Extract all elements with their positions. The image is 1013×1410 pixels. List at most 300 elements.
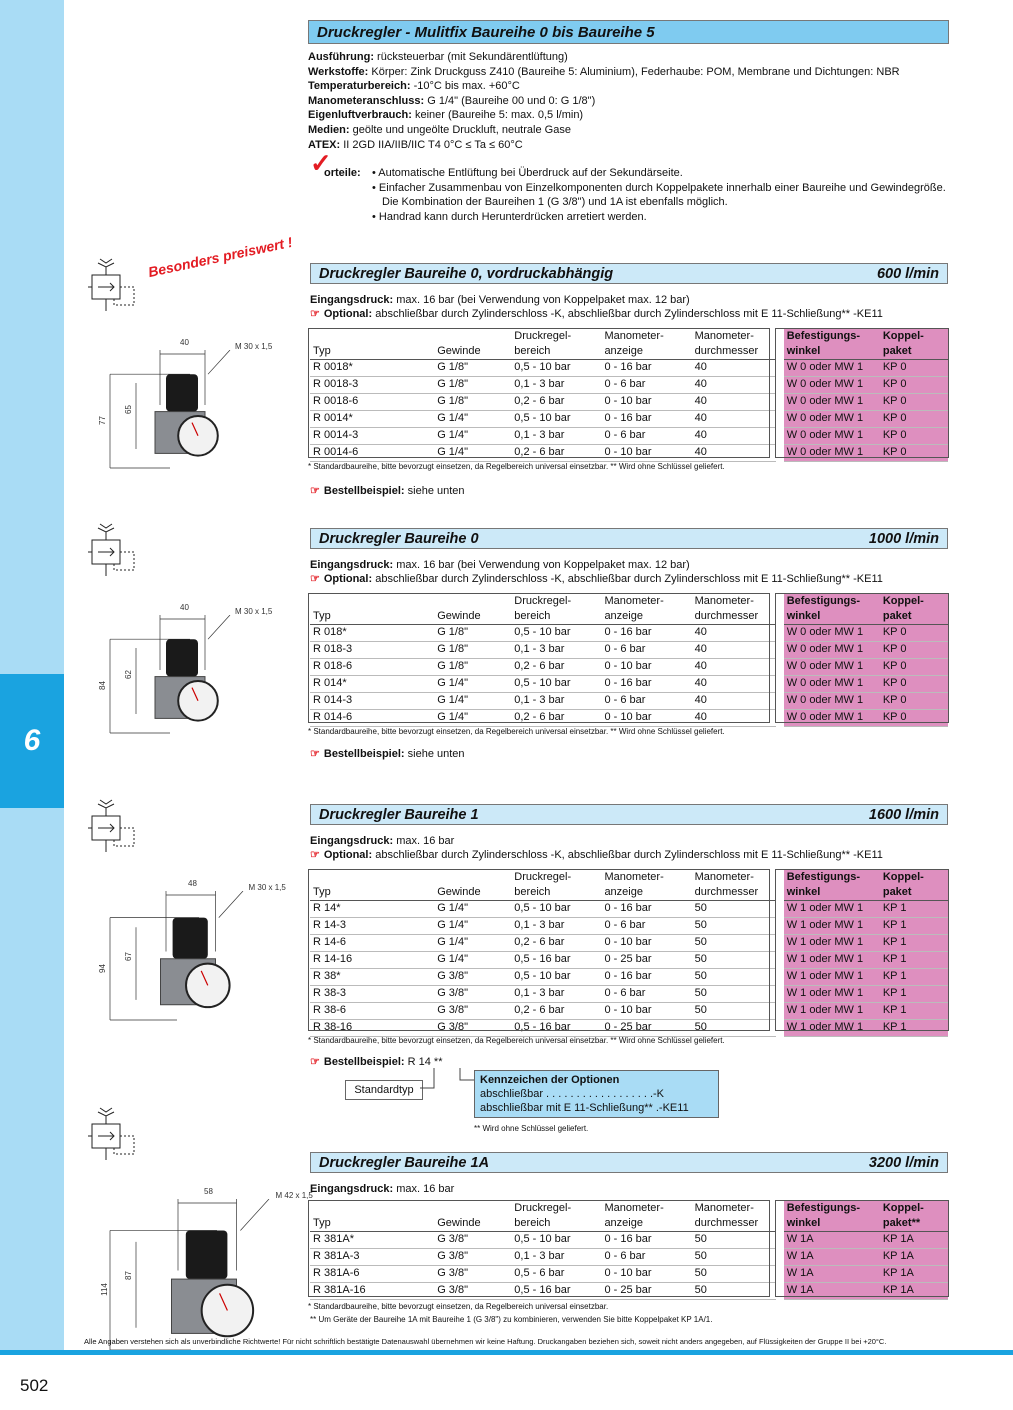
pneumatic-symbol: [84, 255, 144, 320]
col-durchmesser-1: Manometer-: [694, 330, 754, 342]
cell-gewinde: G 3/8": [434, 969, 511, 986]
col-befestigung-2: winkel: [786, 886, 821, 898]
cell-befestigungswinkel: W 1 oder MW 1: [784, 901, 880, 918]
col-druckregel-2: bereich: [514, 886, 551, 898]
bottom-rule: [0, 1350, 1013, 1355]
cell-druckregelbereich: 0,5 - 10 bar: [511, 1232, 601, 1249]
cell-typ: R 14-16: [310, 952, 434, 969]
pointing-hand-icon: ☞: [310, 573, 320, 585]
options-title: Kennzeichen der Optionen: [480, 1074, 620, 1086]
col-anzeige-1: Manometer-: [604, 1202, 664, 1214]
cell-manometerdurchmesser: 50: [692, 986, 776, 1003]
table-left-frame: [308, 328, 770, 458]
spec-row: [308, 79, 948, 94]
col-druckregel-2: bereich: [514, 1217, 551, 1229]
cell-druckregelbereich: 0,1 - 3 bar: [511, 986, 601, 1003]
cell-manometerdurchmesser: 50: [692, 901, 776, 918]
pneumatic-symbol: [84, 520, 144, 585]
promo-stamp: Besonders preiswert !: [146, 233, 294, 280]
cell-manometerdurchmesser: 50: [692, 952, 776, 969]
section-title-bar: [310, 1152, 948, 1173]
cell-druckregelbereich: 0,5 - 16 bar: [511, 1283, 601, 1300]
cell-befestigungswinkel: W 1A: [784, 1266, 880, 1283]
optional-value: abschließbar durch Zylinderschloss -K, abschließbar durch Zylinderschloss mit E 11-Schließung** -KE11: [375, 308, 883, 320]
cell-manometeranzeige: 0 - 25 bar: [601, 1283, 691, 1300]
cell-typ: R 381A-16: [310, 1283, 434, 1300]
cell-koppelpaket: KP 0: [880, 445, 948, 462]
product-drawing: [97, 350, 290, 483]
col-koppel-2: paket: [882, 610, 912, 622]
cell-manometerdurchmesser: 50: [692, 918, 776, 935]
cell-manometeranzeige: 0 - 16 bar: [601, 901, 691, 918]
optional-line: [310, 307, 883, 321]
dim-height-body: 67: [123, 951, 133, 961]
options-note: ** Wird ohne Schlüssel geliefert.: [474, 1124, 589, 1133]
dim-thread: M 42 x 1,5: [275, 1191, 313, 1200]
cell-gewinde: G 3/8": [434, 1283, 511, 1300]
cell-koppelpaket: KP 0: [880, 411, 948, 428]
section-title-bar: [310, 528, 948, 549]
cell-koppelpaket: KP 1A: [880, 1283, 948, 1300]
eingang-value: max. 16 bar (bei Verwendung von Koppelpaket max. 12 bar): [396, 294, 690, 306]
pressure-regulator-image: [97, 350, 290, 480]
cell-gewinde: G 1/8": [434, 625, 511, 642]
cell-befestigungswinkel: W 1A: [784, 1232, 880, 1249]
main-title: Druckregler - Mulitfix Baureihe 0 bis Baureihe 5: [317, 23, 655, 41]
cell-befestigungswinkel: W 0 oder MW 1: [784, 394, 880, 411]
col-typ: Typ: [310, 594, 434, 625]
cell-koppelpaket: KP 1: [880, 1003, 948, 1020]
cell-typ: R 0018*: [310, 360, 434, 377]
cell-manometerdurchmesser: 50: [692, 1020, 776, 1037]
eingang-label: Eingangsdruck:: [310, 294, 394, 306]
eingang-value: max. 16 bar: [396, 835, 455, 847]
cell-gewinde: G 1/8": [434, 360, 511, 377]
spec-value: -10°C bis max. +60°C: [413, 80, 520, 93]
table-footnote-2: ** Um Geräte der Baureihe 1A mit Baureihe 1 (G 3/8") zu kombinieren, verwenden Sie bitte Koppelpaket KP 1A/1.: [310, 1315, 713, 1324]
cell-befestigungswinkel: W 1 oder MW 1: [784, 952, 880, 969]
bestellbeispiel-label: Bestellbeispiel:: [323, 748, 405, 760]
cell-gewinde: G 3/8": [434, 1249, 511, 1266]
spec-row: [308, 65, 948, 80]
cell-druckregelbereich: 0,5 - 10 bar: [511, 901, 601, 918]
product-drawing: [97, 891, 300, 1035]
dim-height-body: 65: [123, 405, 133, 414]
col-anzeige-2: anzeige: [604, 345, 643, 357]
cell-typ: R 14-6: [310, 935, 434, 952]
dim-height-body: 62: [123, 670, 133, 679]
cell-druckregelbereich: 0,1 - 3 bar: [511, 642, 601, 659]
spec-label: Temperaturbereich:: [308, 80, 411, 93]
cell-gewinde: G 1/4": [434, 918, 511, 935]
cell-gewinde: G 3/8": [434, 986, 511, 1003]
cell-koppelpaket: KP 1A: [880, 1266, 948, 1283]
cell-manometerdurchmesser: 50: [692, 1266, 776, 1283]
optional-value: abschließbar durch Zylinderschloss -K, abschließbar durch Zylinderschloss mit E 11-Schließung** -KE11: [375, 573, 883, 585]
table-right-frame: [775, 593, 949, 723]
spec-label: Werkstoffe:: [308, 65, 369, 78]
cell-manometeranzeige: 0 - 6 bar: [601, 642, 691, 659]
cell-druckregelbereich: 0,5 - 6 bar: [511, 1266, 601, 1283]
col-druckregel-1: Druckregel-: [514, 871, 572, 883]
bestellbeispiel-label: Bestellbeispiel:: [323, 1056, 405, 1068]
flow-rate: 1600 l/min: [868, 806, 939, 823]
cell-befestigungswinkel: W 1 oder MW 1: [784, 1003, 880, 1020]
cell-gewinde: G 1/4": [434, 901, 511, 918]
col-gewinde: Gewinde: [434, 594, 511, 625]
flow-rate: 600 l/min: [876, 265, 939, 282]
cell-druckregelbereich: 0,1 - 3 bar: [511, 918, 601, 935]
cell-koppelpaket: KP 1: [880, 969, 948, 986]
cell-koppelpaket: KP 1: [880, 918, 948, 935]
cell-koppelpaket: KP 1: [880, 986, 948, 1003]
cell-typ: R 38*: [310, 969, 434, 986]
spec-value: G 1/4" (Baureihe 00 und 0: G 1/8"): [427, 94, 596, 107]
cell-typ: R 38-6: [310, 1003, 434, 1020]
spec-value: geölte und ungeölte Druckluft, neutrale Gase: [352, 123, 571, 136]
cell-koppelpaket: KP 0: [880, 625, 948, 642]
cell-druckregelbereich: 0,2 - 6 bar: [511, 394, 601, 411]
col-druckregel-1: Druckregel-: [514, 330, 572, 342]
dim-thread: M 30 x 1,5: [235, 342, 273, 351]
cell-typ: R 014-3: [310, 693, 434, 710]
cell-druckregelbereich: 0,5 - 10 bar: [511, 411, 601, 428]
col-befestigung-2: winkel: [786, 1217, 821, 1229]
cell-gewinde: G 1/4": [434, 411, 511, 428]
flow-rate: 1000 l/min: [868, 530, 939, 547]
pointing-hand-icon: ☞: [310, 485, 320, 497]
bestellbeispiel-line: [310, 747, 465, 761]
dim-thread: M 30 x 1,5: [235, 607, 273, 616]
cell-druckregelbereich: 0,1 - 3 bar: [511, 1249, 601, 1266]
eingang-label: Eingangsdruck:: [310, 559, 394, 571]
cell-befestigungswinkel: W 1 oder MW 1: [784, 935, 880, 952]
eingangsdruck-line: [310, 558, 690, 572]
col-durchmesser-2: durchmesser: [694, 610, 759, 622]
cell-koppelpaket: KP 0: [880, 659, 948, 676]
spec-row: [308, 94, 948, 109]
cell-manometerdurchmesser: 50: [692, 1249, 776, 1266]
cell-koppelpaket: KP 1: [880, 901, 948, 918]
regulator-symbol-icon: [84, 255, 144, 317]
col-gewinde: Gewinde: [434, 870, 511, 901]
cell-koppelpaket: KP 0: [880, 710, 948, 727]
cell-druckregelbereich: 0,5 - 10 bar: [511, 676, 601, 693]
cell-gewinde: G 1/4": [434, 676, 511, 693]
spec-label: Medien:: [308, 123, 350, 136]
regulator-symbol-icon: [84, 1104, 144, 1166]
dim-height-total: 114: [99, 1282, 109, 1296]
col-druckregel-2: bereich: [514, 345, 551, 357]
cell-koppelpaket: KP 0: [880, 428, 948, 445]
cell-manometeranzeige: 0 - 25 bar: [601, 952, 691, 969]
cell-befestigungswinkel: W 0 oder MW 1: [784, 625, 880, 642]
cell-manometerdurchmesser: 40: [692, 659, 776, 676]
col-anzeige-1: Manometer-: [604, 330, 664, 342]
cell-befestigungswinkel: W 0 oder MW 1: [784, 428, 880, 445]
cell-typ: R 0018-3: [310, 377, 434, 394]
col-druckregel-2: bereich: [514, 610, 551, 622]
cell-typ: R 014*: [310, 676, 434, 693]
cell-manometerdurchmesser: 40: [692, 625, 776, 642]
eingang-value: max. 16 bar: [396, 1183, 455, 1195]
col-durchmesser-1: Manometer-: [694, 595, 754, 607]
spec-intro: [308, 50, 948, 152]
cell-manometerdurchmesser: 40: [692, 360, 776, 377]
cell-manometerdurchmesser: 40: [692, 710, 776, 727]
cell-gewinde: G 1/8": [434, 642, 511, 659]
cell-manometeranzeige: 0 - 10 bar: [601, 659, 691, 676]
cell-gewinde: G 1/4": [434, 952, 511, 969]
cell-gewinde: G 1/4": [434, 693, 511, 710]
optional-label: Optional:: [323, 573, 373, 585]
cell-manometerdurchmesser: 50: [692, 935, 776, 952]
cell-typ: R 38-3: [310, 986, 434, 1003]
advantage-item: • Automatische Entlüftung bei Überdruck auf der Sekundärseite.: [372, 167, 683, 179]
col-befestigung-1: Befestigungs-: [786, 871, 861, 883]
chapter-tab: [0, 674, 64, 808]
cell-manometeranzeige: 0 - 16 bar: [601, 360, 691, 377]
optional-label: Optional:: [323, 849, 373, 861]
dim-height-total: 77: [97, 416, 107, 425]
cell-befestigungswinkel: W 0 oder MW 1: [784, 445, 880, 462]
col-koppel-2: paket: [882, 345, 912, 357]
cell-koppelpaket: KP 1: [880, 1020, 948, 1037]
option-ke11: abschließbar mit E 11-Schließung** .-KE11: [480, 1102, 689, 1114]
cell-gewinde: G 1/8": [434, 659, 511, 676]
spec-label: Eigenluftverbrauch:: [308, 109, 412, 122]
cell-befestigungswinkel: W 0 oder MW 1: [784, 693, 880, 710]
cell-befestigungswinkel: W 0 oder MW 1: [784, 659, 880, 676]
cell-koppelpaket: KP 1A: [880, 1232, 948, 1249]
col-gewinde: Gewinde: [434, 329, 511, 360]
dim-width: 48: [188, 879, 197, 888]
cell-manometeranzeige: 0 - 6 bar: [601, 377, 691, 394]
spec-row: [308, 123, 948, 138]
cell-befestigungswinkel: W 0 oder MW 1: [784, 411, 880, 428]
spec-label: Ausführung:: [308, 51, 374, 63]
col-befestigung-2: winkel: [786, 610, 821, 622]
table-left-frame: [308, 1200, 770, 1297]
cell-typ: R 018*: [310, 625, 434, 642]
col-koppel-2: paket: [882, 886, 912, 898]
cell-manometeranzeige: 0 - 10 bar: [601, 935, 691, 952]
col-befestigung-2: winkel: [786, 345, 821, 357]
dim-width: 58: [204, 1187, 213, 1196]
cell-manometerdurchmesser: 40: [692, 411, 776, 428]
dim-height-body: 87: [123, 1270, 133, 1280]
cell-gewinde: G 3/8": [434, 1266, 511, 1283]
cell-befestigungswinkel: W 0 oder MW 1: [784, 710, 880, 727]
cell-gewinde: G 1/8": [434, 377, 511, 394]
spec-row: [308, 50, 948, 65]
table-right-frame: [775, 328, 949, 458]
cell-manometerdurchmesser: 40: [692, 394, 776, 411]
cell-koppelpaket: KP 0: [880, 377, 948, 394]
cell-manometeranzeige: 0 - 6 bar: [601, 1249, 691, 1266]
col-koppel-1: Koppel-: [882, 1202, 924, 1214]
cell-typ: R 381A-6: [310, 1266, 434, 1283]
cell-manometerdurchmesser: 50: [692, 1283, 776, 1300]
cell-druckregelbereich: 0,2 - 6 bar: [511, 445, 601, 462]
col-befestigung-1: Befestigungs-: [786, 330, 861, 342]
col-befestigung-1: Befestigungs-: [786, 595, 861, 607]
cell-typ: R 0018-6: [310, 394, 434, 411]
eingangsdruck-line: [310, 293, 690, 307]
cell-manometeranzeige: 0 - 25 bar: [601, 1020, 691, 1037]
pointing-hand-icon: ☞: [310, 308, 320, 320]
cell-koppelpaket: KP 1A: [880, 1249, 948, 1266]
advantages-list: [372, 166, 948, 224]
pneumatic-symbol: [84, 1104, 144, 1169]
cell-druckregelbereich: 0,5 - 10 bar: [511, 360, 601, 377]
cell-typ: R 0014-6: [310, 445, 434, 462]
options-box: [474, 1070, 719, 1118]
col-durchmesser-2: durchmesser: [694, 345, 759, 357]
optional-line: [310, 848, 883, 862]
pointing-hand-icon: ☞: [310, 1056, 320, 1068]
cell-befestigungswinkel: W 0 oder MW 1: [784, 377, 880, 394]
flow-rate: 3200 l/min: [868, 1154, 939, 1171]
cell-manometeranzeige: 0 - 10 bar: [601, 445, 691, 462]
spec-row: [308, 138, 948, 153]
cell-manometeranzeige: 0 - 6 bar: [601, 986, 691, 1003]
col-druckregel-1: Druckregel-: [514, 1202, 572, 1214]
bestell-connector-lines: [420, 1060, 480, 1096]
section-title: Druckregler Baureihe 0, vordruckabhängig: [319, 265, 614, 282]
cell-gewinde: G 3/8": [434, 1232, 511, 1249]
cell-manometeranzeige: 0 - 6 bar: [601, 918, 691, 935]
cell-koppelpaket: KP 0: [880, 394, 948, 411]
pressure-regulator-image: [97, 615, 290, 745]
pneumatic-symbol: [84, 796, 144, 861]
advantage-item: • Einfacher Zusammenbau von Einzelkomponenten durch Koppelpakete innerhalb einer Baureihe und Gewindegröße. Die Kombination der Baureihen 1 (G 3/8") und 1A ist ebenfalls möglich.: [372, 181, 946, 209]
cell-befestigungswinkel: W 1 oder MW 1: [784, 986, 880, 1003]
eingang-label: Eingangsdruck:: [310, 835, 394, 847]
cell-manometerdurchmesser: 40: [692, 676, 776, 693]
pressure-regulator-image: [97, 891, 300, 1032]
cell-typ: R 14-3: [310, 918, 434, 935]
cell-druckregelbereich: 0,2 - 6 bar: [511, 710, 601, 727]
cell-typ: R 381A-3: [310, 1249, 434, 1266]
col-anzeige-2: anzeige: [604, 1217, 643, 1229]
cell-typ: R 14*: [310, 901, 434, 918]
cell-typ: R 018-3: [310, 642, 434, 659]
bestellbeispiel-value: siehe unten: [407, 485, 465, 497]
cell-druckregelbereich: 0,5 - 10 bar: [511, 625, 601, 642]
table-footnote: * Standardbaureihe, bitte bevorzugt einsetzen, da Regelbereich universal einsetzbar. ** Wird ohne Schlüssel geliefert.: [308, 727, 725, 736]
cell-befestigungswinkel: W 0 oder MW 1: [784, 676, 880, 693]
cell-manometerdurchmesser: 50: [692, 969, 776, 986]
spec-value: Körper: Zink Druckguss Z410 (Baureihe 5: Aluminium), Federhaube: POM, Membrane und Dichtungen: NBR: [371, 65, 900, 78]
cell-koppelpaket: KP 1: [880, 935, 948, 952]
spec-value: II 2GD IIA/IIB/IIC T4 0°C ≤ Ta ≤ 60°C: [343, 138, 523, 151]
cell-manometerdurchmesser: 50: [692, 1003, 776, 1020]
cell-koppelpaket: KP 0: [880, 360, 948, 377]
chapter-number: 6: [23, 724, 41, 757]
cell-befestigungswinkel: W 1 oder MW 1: [784, 1020, 880, 1037]
eingang-value: max. 16 bar (bei Verwendung von Koppelpaket max. 12 bar): [396, 559, 690, 571]
cell-druckregelbereich: 0,5 - 16 bar: [511, 952, 601, 969]
cell-manometeranzeige: 0 - 10 bar: [601, 710, 691, 727]
cell-gewinde: G 1/4": [434, 428, 511, 445]
section-title: Druckregler Baureihe 1A: [319, 1154, 490, 1171]
cell-druckregelbereich: 0,2 - 6 bar: [511, 1003, 601, 1020]
cell-befestigungswinkel: W 1A: [784, 1249, 880, 1266]
cell-gewinde: G 3/8": [434, 1003, 511, 1020]
cell-manometerdurchmesser: 40: [692, 377, 776, 394]
table-right-frame: [775, 869, 949, 1031]
product-drawing: [97, 615, 290, 748]
checkmark-icon: ✓: [310, 148, 332, 178]
cell-gewinde: G 1/4": [434, 935, 511, 952]
col-koppel-1: Koppel-: [882, 871, 924, 883]
col-typ: Typ: [310, 870, 434, 901]
cell-typ: R 38-16: [310, 1020, 434, 1037]
cell-manometerdurchmesser: 40: [692, 693, 776, 710]
cell-druckregelbereich: 0,5 - 10 bar: [511, 969, 601, 986]
table-left-frame: [308, 869, 770, 1031]
cell-koppelpaket: KP 0: [880, 642, 948, 659]
cell-manometeranzeige: 0 - 16 bar: [601, 625, 691, 642]
pointing-hand-icon: ☞: [310, 748, 320, 760]
col-durchmesser-2: durchmesser: [694, 886, 759, 898]
cell-manometeranzeige: 0 - 10 bar: [601, 394, 691, 411]
table-right-frame: [775, 1200, 949, 1297]
cell-koppelpaket: KP 1: [880, 952, 948, 969]
col-typ: Typ: [310, 1201, 434, 1232]
table-footnote: * Standardbaureihe, bitte bevorzugt einsetzen, da Regelbereich universal einsetzbar. ** Wird ohne Schlüssel geliefert.: [308, 462, 725, 471]
cell-gewinde: G 1/4": [434, 710, 511, 727]
regulator-symbol-icon: [84, 796, 144, 858]
col-anzeige-1: Manometer-: [604, 871, 664, 883]
cell-typ: R 0014*: [310, 411, 434, 428]
option-k: abschließbar . . . . . . . . . . . . . . . . . .-K: [480, 1088, 664, 1100]
optional-line: [310, 572, 883, 586]
main-title-bar: [308, 20, 949, 44]
col-anzeige-2: anzeige: [604, 886, 643, 898]
cell-druckregelbereich: 0,5 - 16 bar: [511, 1020, 601, 1037]
cell-manometerdurchmesser: 40: [692, 642, 776, 659]
advantages-label: orteile:: [324, 167, 361, 179]
cell-gewinde: G 1/4": [434, 445, 511, 462]
col-anzeige-2: anzeige: [604, 610, 643, 622]
section-title-bar: [310, 263, 948, 284]
footer-disclaimer: Alle Angaben verstehen sich als unverbindliche Richtwerte! Für nicht schriftlich bestätigte Datenauswahl übernehmen wir keine Haftung. Druckangaben beziehen sich, soweit nicht anders angegeben, auf Flüssigkeiten der Gruppe II bei +20°C.: [84, 1337, 887, 1346]
cell-manometeranzeige: 0 - 6 bar: [601, 693, 691, 710]
dim-width: 40: [180, 338, 189, 347]
col-druckregel-1: Druckregel-: [514, 595, 572, 607]
cell-manometerdurchmesser: 40: [692, 428, 776, 445]
table-footnote: * Standardbaureihe, bitte bevorzugt einsetzen, da Regelbereich universal einsetzbar. ** Wird ohne Schlüssel geliefert.: [308, 1036, 725, 1045]
section-title-bar: [310, 804, 948, 825]
section-title: Druckregler Baureihe 1: [319, 806, 479, 823]
bestellbeispiel-label: Bestellbeispiel:: [323, 485, 405, 497]
col-durchmesser-1: Manometer-: [694, 1202, 754, 1214]
col-koppel-1: Koppel-: [882, 330, 924, 342]
bestellbeispiel-line: [310, 484, 465, 498]
col-gewinde: Gewinde: [434, 1201, 511, 1232]
dim-thread: M 30 x 1,5: [248, 883, 286, 892]
eingangsdruck-line: [310, 1182, 454, 1196]
eingangsdruck-line: [310, 834, 454, 848]
cell-manometerdurchmesser: 50: [692, 1232, 776, 1249]
dim-height-total: 84: [97, 681, 107, 690]
spec-label: ATEX:: [308, 138, 341, 151]
cell-manometeranzeige: 0 - 10 bar: [601, 1266, 691, 1283]
cell-befestigungswinkel: W 1 oder MW 1: [784, 918, 880, 935]
page-number: 502: [20, 1376, 49, 1395]
